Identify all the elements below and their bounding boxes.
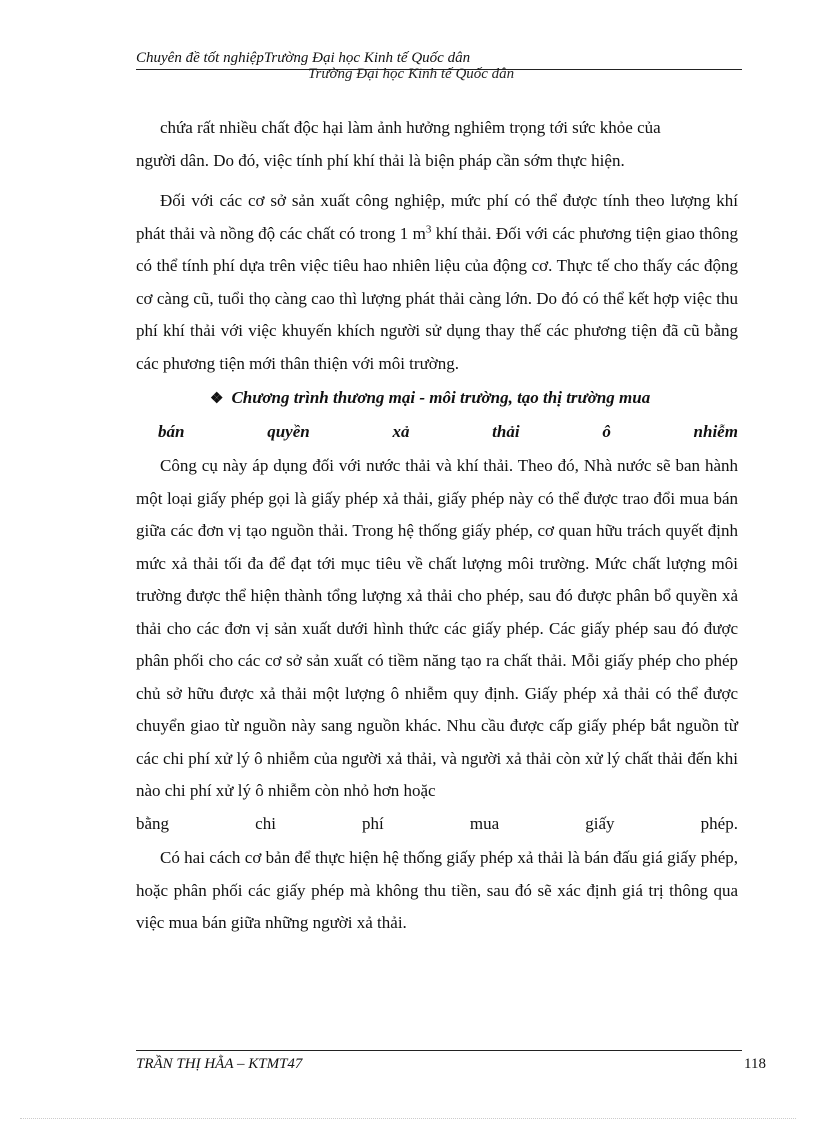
paragraph-permits [136, 450, 738, 808]
spread-word: phí [362, 813, 384, 833]
paragraph-continuation [136, 112, 738, 177]
diamond-bullet-icon: ❖ [210, 391, 224, 407]
paragraph-emission-fees [136, 185, 738, 380]
heading-word: nhiễm [693, 421, 738, 441]
heading-line-2 [136, 416, 738, 449]
heading-word: thải [492, 421, 520, 441]
paragraph-text: khí thải. Đối với các phương tiện giao thông có thể tính phí dựa trên việc tiêu hao nhiên liệu của động cơ. Thực tế cho thấy các động cơ càng cũ, tuổi thọ càng cao thì lượng phát thải càng lớn. Do đó có thể kết hợp việc thu phí khí thải với việc khuyến khích người sử dụng thay thế các phương tiện đã cũ bằng các phương tiện mới thân thiện với môi trường. [136, 223, 738, 373]
document-body [136, 112, 738, 940]
spread-word: chi [255, 813, 276, 833]
spread-word: phép. [700, 813, 738, 833]
paragraph-spread-line [136, 808, 738, 841]
page-number: 118 [744, 1056, 766, 1072]
page-footer [136, 1050, 766, 1080]
spread-word: bằng [136, 813, 170, 833]
paragraph-line: người dân. Do đó, việc tính phí khí thải là biện pháp cần sớm thực hiện. [136, 150, 625, 170]
heading-word: quyền [267, 421, 310, 441]
spread-word: giấy [585, 813, 615, 833]
superscript: 3 [425, 222, 432, 235]
paragraph-methods [136, 842, 738, 940]
paragraph-line: chứa rất nhiều chất độc hại làm ảnh hưởng nghiêm trọng tới sức khỏe của [160, 118, 661, 137]
heading-word: xả [392, 421, 410, 441]
heading-line [136, 382, 738, 416]
heading-text: Chương trình thương mại - môi trường, tạo thị trường mua [231, 388, 651, 407]
footer-author: TRẦN THỊ HẰA – KTMT47 [136, 1056, 303, 1072]
heading-word: ô [602, 421, 611, 441]
header-title: Chuyên đề tốt nghiệpTrường Đại học Kinh tế Quốc dân [136, 50, 471, 66]
spread-word: mua [469, 813, 500, 833]
paragraph-text: Có hai cách cơ bản để thực hiện hệ thống giấy phép xả thải là bán đấu giá giấy phép, hoặc phân phối các giấy phép mà không thu tiền, sau đó sẽ xác định giá trị thông qua việc mua bán giữa những người xả thải. [136, 848, 738, 932]
paragraph-text: Đối với các cơ sở sản xuất công nghiệp, mức phí có thể được tính theo lượng khí phát thải và nồng độ các chất có trong 1 m [136, 191, 738, 243]
paragraph-text: Công cụ này áp dụng đối với nước thải và khí thải. Theo đó, Nhà nước sẽ ban hành một loại giấy phép gọi là giấy phép xả thải, giấy phép này có thể được trao đổi mua bán giữa các đơn vị tạo nguồn thải. Trong hệ thống giấy phép, cơ quan hữu trách quyết định mức xả thải tối đa để đạt tới mục tiêu về chất lượng môi trường. Mức chất lượng môi trường được thể hiện thành tổng lượng xả thải cho phép, sau đó được phân bổ quyền xả thải cho các đơn vị sản xuất dưới hình thức các giấy phép. Các giấy phép sau đó được phân phối cho các cơ sở sản xuất có tiềm năng tạo ra chất thải. Mỗi giấy phép cho phép chủ sở hữu được xả thải một lượng ô nhiễm quy định. Giấy phép xả thải có thể được chuyển giao từ nguồn này sang nguồn khác. Nhu cầu được cấp giấy phép bắt nguồn từ các chi phí xử lý ô nhiễm của người xả thải, và người xả thải còn xử lý chất thải đến khi nào chi phí xử lý ô nhiễm còn nhỏ hơn hoặc [136, 456, 738, 800]
heading-word: bán [158, 421, 185, 441]
header-subtitle: Trường Đại học Kinh tế Quốc dân [308, 66, 515, 82]
section-heading [136, 382, 738, 448]
page-bottom-border [20, 1118, 796, 1119]
footer-rule [136, 1050, 742, 1051]
page-header [136, 48, 742, 88]
